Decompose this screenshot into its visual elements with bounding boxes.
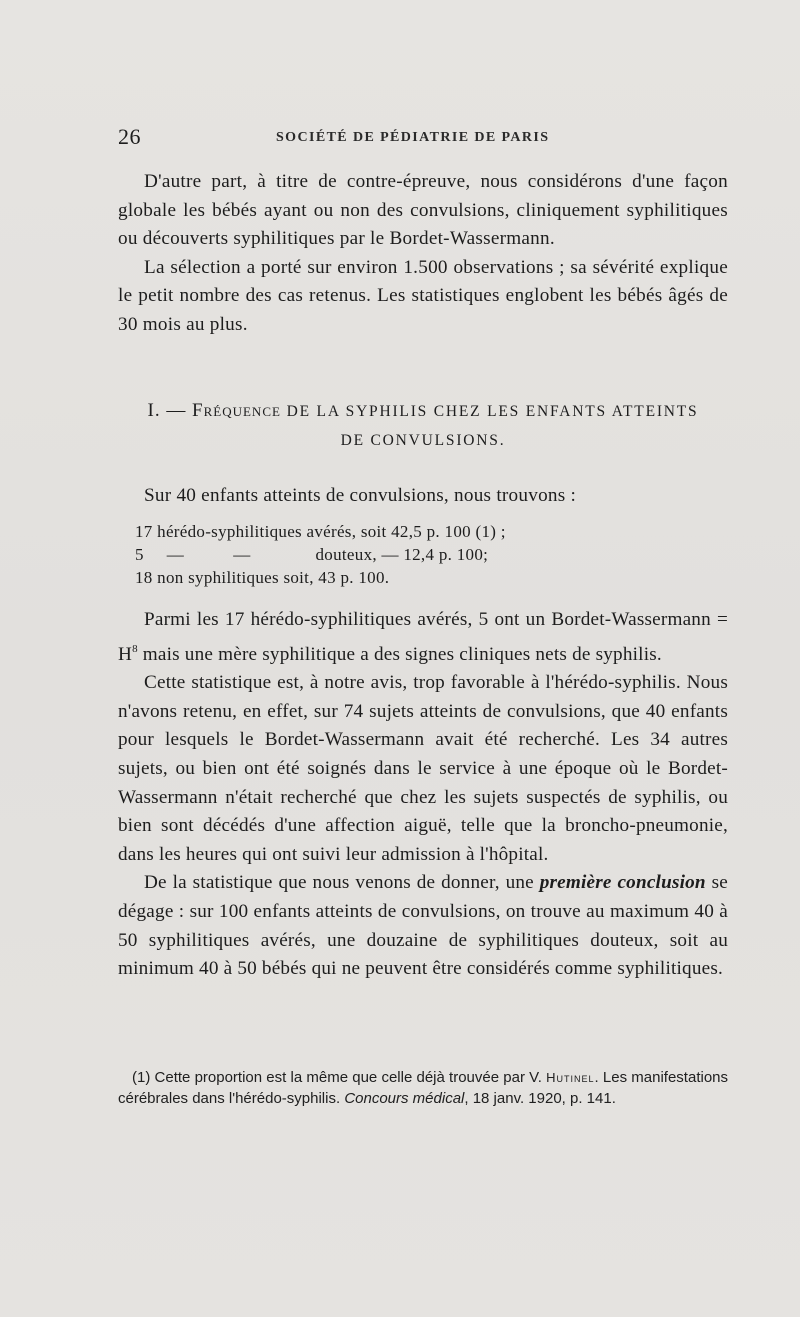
stats-list: [135, 520, 695, 589]
footnote-text: [118, 1068, 728, 1109]
text-run: se dégage : sur 100 enfants atteints de convulsions, on trouve au maximum 40 à 50 syphilitiques avérés, une douzaine de syphilitiques douteux, soit au minimum 40 à 50 bébés qui ne peuvent être considérés comme syphilitiques.: [118, 872, 728, 980]
text-run: Parmi les 17 hérédo-syphilitiques avérés, 5 ont un Bordet-Wassermann = H: [118, 609, 728, 665]
ditto-dash: —: [233, 545, 251, 564]
stats-row: [135, 543, 695, 566]
main-text: [118, 606, 728, 984]
paragraph: Cette statistique est, à notre avis, trop favorable à l'hérédo-syphilis. Nous n'avons retenu, en effet, sur 74 sujets atteints de convulsions, que 40 enfants pour lesquels le Bordet-Wassermann avait été recherché. Les 34 autres sujets, ou bien ont été soignés dans le service à une époque où le Bordet-Wassermann n'était recherché que chez les sujets suspectés de syphilis, ou bien sont décédés d'une affection aiguë, telle que la broncho-pneumonie, dans les heures qui ont suivi leur admission à l'hôpital.: [118, 672, 728, 865]
section-title-line2: DE CONVULSIONS.: [340, 432, 506, 449]
section-first-word: Fréquence: [192, 400, 281, 421]
journal-title: Concours médical: [344, 1089, 465, 1107]
superscript: 8: [132, 642, 138, 655]
author-name: Hutinel: [546, 1070, 595, 1085]
paragraph: [118, 869, 728, 983]
section-heading: [118, 396, 728, 455]
paragraph: La sélection a porté sur environ 1.500 observations ; sa sévérité explique le petit nombre des cas retenus. Les statistiques englobent les bébés âgés de 30 mois au plus.: [118, 256, 728, 335]
page-number: 26: [118, 124, 141, 149]
section-numeral: I. —: [147, 400, 187, 421]
lead-text: [118, 482, 728, 511]
text-run: . Les manifestations cérébrales dans l'hérédo-syphilis.: [118, 1069, 728, 1107]
text-run: mais une mère syphilitique a des signes cliniques nets de syphilis.: [137, 643, 662, 665]
stats-count: 5: [135, 545, 144, 564]
page-header: [118, 124, 728, 154]
stats-row: 17 hérédo-syphilitiques avérés, soit 42,5 p. 100 (1) ;: [135, 522, 506, 541]
paragraph: [118, 606, 728, 669]
text-run: (1) Cette proportion est la même que celle déjà trouvée par V.: [132, 1069, 547, 1086]
paragraph: D'autre part, à titre de contre-épreuve, nous considérons d'une façon globale les bébés ayant ou non des convulsions, cliniquement syphilitiques ou découverts syphilitiques par le Bordet-Wassermann.: [118, 171, 728, 249]
ditto-dash: —: [166, 545, 185, 564]
emphasis: première conclusion: [539, 872, 706, 894]
running-head: SOCIÉTÉ DE PÉDIATRIE DE PARIS: [276, 130, 550, 145]
text-run: , 18 janv. 1920, p. 141.: [464, 1089, 616, 1107]
text-run: De la statistique que nous venons de donner, une: [144, 872, 540, 894]
section-title-line1: DE LA SYPHILIS CHEZ LES ENFANTS ATTEINTS: [286, 403, 699, 420]
intro-text: [118, 168, 728, 339]
stats-text: douteux, — 12,4 p. 100;: [315, 545, 489, 564]
stats-row: 18 non syphilitiques soit, 43 p. 100.: [135, 568, 390, 587]
paragraph: Sur 40 enfants atteints de convulsions, nous trouvons :: [144, 485, 577, 506]
footnote: [118, 1068, 728, 1109]
